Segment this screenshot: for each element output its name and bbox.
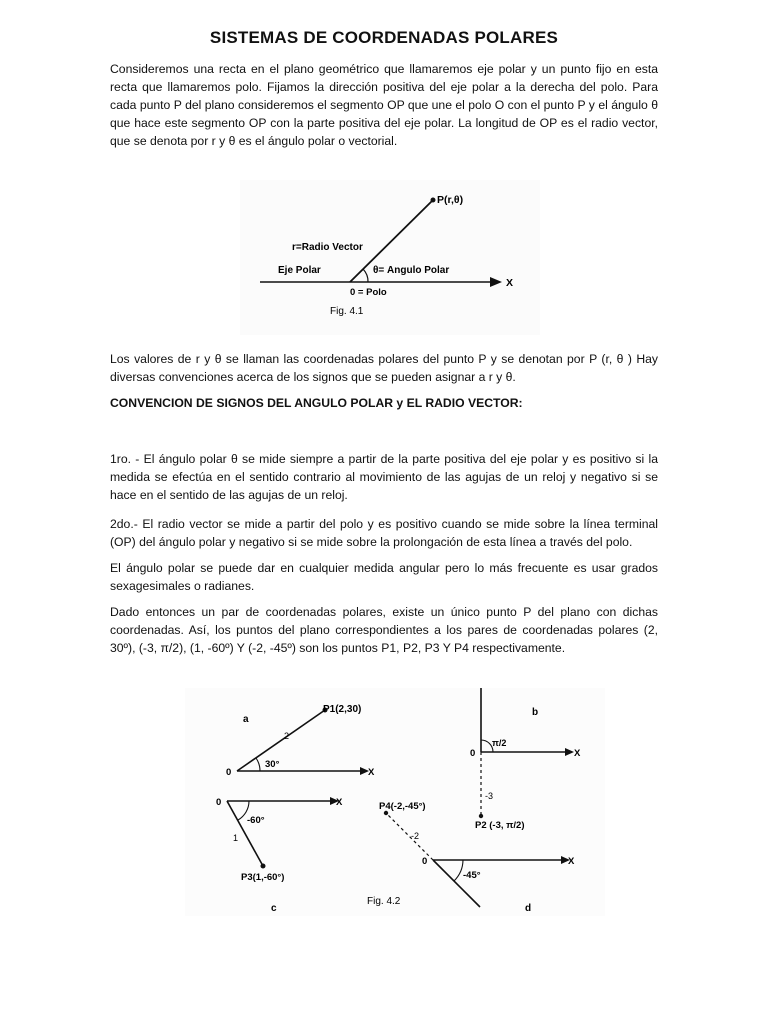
- x-axis-label: X: [506, 277, 514, 289]
- panel-a-radius-label: 2: [284, 731, 290, 741]
- panel-d-point-label: P4(-2,-45°): [379, 801, 426, 812]
- panel-b-origin: 0: [470, 748, 476, 759]
- panel-c-origin: 0: [216, 797, 222, 808]
- examples-paragraph: Dado entonces un par de coordenadas polares, existe un único punto P del plano con dichas coordenadas. Así, los puntos del plano correspondientes a los pares de coordenadas polares (2, 30º), (-3, π/2), (1, -60º) Y (-2, -45º) son los puntos P1, P2, P3 Y P4 respectivamente.: [110, 605, 658, 655]
- panel-d-x-label: X: [568, 856, 575, 867]
- panel-b-radius-label: -3: [485, 791, 494, 801]
- panel-b-point: [479, 814, 483, 818]
- panel-d-origin: 0: [422, 856, 428, 867]
- point-p-marker: [431, 198, 436, 203]
- polar-angle-label: θ= Angulo Polar: [373, 265, 450, 276]
- polar-axis-label: Eje Polar: [278, 265, 321, 276]
- document-title: SISTEMAS DE COORDENADAS POLARES: [209, 28, 559, 47]
- panel-a-letter: a: [243, 714, 249, 725]
- panel-d-letter: d: [525, 903, 532, 914]
- figure-4-1: [240, 180, 540, 335]
- figure-caption: Fig. 4.1: [330, 306, 364, 317]
- point-p-label: P(r,θ): [437, 194, 464, 206]
- pole-label: 0 = Polo: [350, 287, 387, 298]
- panel-b-x-label: X: [574, 748, 581, 759]
- panel-a-origin: 0: [226, 767, 232, 778]
- panel-c-point-label: P3(1,-60°): [241, 872, 285, 883]
- figure-4-2-caption: Fig. 4.2: [367, 896, 401, 907]
- panel-c-radius-label: 1: [233, 833, 239, 843]
- rule-1-paragraph: 1ro. - El ángulo polar θ se mide siempre a partir de la parte positiva del eje polar y es positivo si la medida se efectúa en el sentido contrario al movimiento de las agujas de un reloj y negativo si se hace en el sentido de las agujas de un reloj.: [110, 452, 658, 502]
- intro-paragraph: Consideremos una recta en el plano geométrico que llamaremos eje polar y un punto fijo en esta recta que llamaremos polo. Fijamos la dirección positiva del eje polar a la derecha del polo. Para cada punto P del plano consideremos el segmento OP que une el polo O con el punto P y el ángulo θ que hace este segmento OP con la parte positiva del eje polar. La longitud de OP es el radio vector, que se denota por r y θ es el ángulo polar o vectorial.: [110, 62, 658, 148]
- radius-vector-label: r=Radio Vector: [292, 242, 363, 253]
- panel-c-point: [261, 864, 266, 869]
- panel-b-letter: b: [532, 707, 539, 718]
- rule-2-paragraph: 2do.- El radio vector se mide a partir del polo y es positivo cuando se mide sobre la línea terminal (OP) del ángulo polar y negativo si se mide sobre la prolongación de esta línea a través del polo.: [110, 517, 658, 549]
- panel-a-angle-label: 30°: [265, 759, 280, 770]
- panel-c-angle-label: -60°: [247, 815, 265, 826]
- panel-b-point-label: P2 (-3, π/2): [475, 820, 525, 831]
- panel-b-angle-label: π/2: [492, 738, 507, 748]
- panel-d-radius-label: -2: [411, 831, 420, 841]
- figure-4-2: [185, 688, 605, 916]
- panel-c-x-label: X: [336, 797, 343, 808]
- angle-units-paragraph: El ángulo polar se puede dar en cualquier medida angular pero lo más frecuente es usar grados sexagesimales o radianes.: [110, 561, 658, 593]
- section-heading: CONVENCION DE SIGNOS DEL ANGULO POLAR y EL RADIO VECTOR:: [110, 396, 523, 410]
- panel-a-x-label: X: [368, 767, 375, 778]
- coordinates-paragraph: Los valores de r y θ se llaman las coordenadas polares del punto P y se denotan por P (r, θ ) Hay diversas convenciones acerca de los signos que se pueden asignar a r y θ.: [110, 352, 658, 384]
- panel-c-letter: c: [271, 903, 277, 914]
- panel-a-point-label: P1(2,30): [323, 704, 362, 715]
- panel-d-angle-label: -45°: [463, 870, 481, 881]
